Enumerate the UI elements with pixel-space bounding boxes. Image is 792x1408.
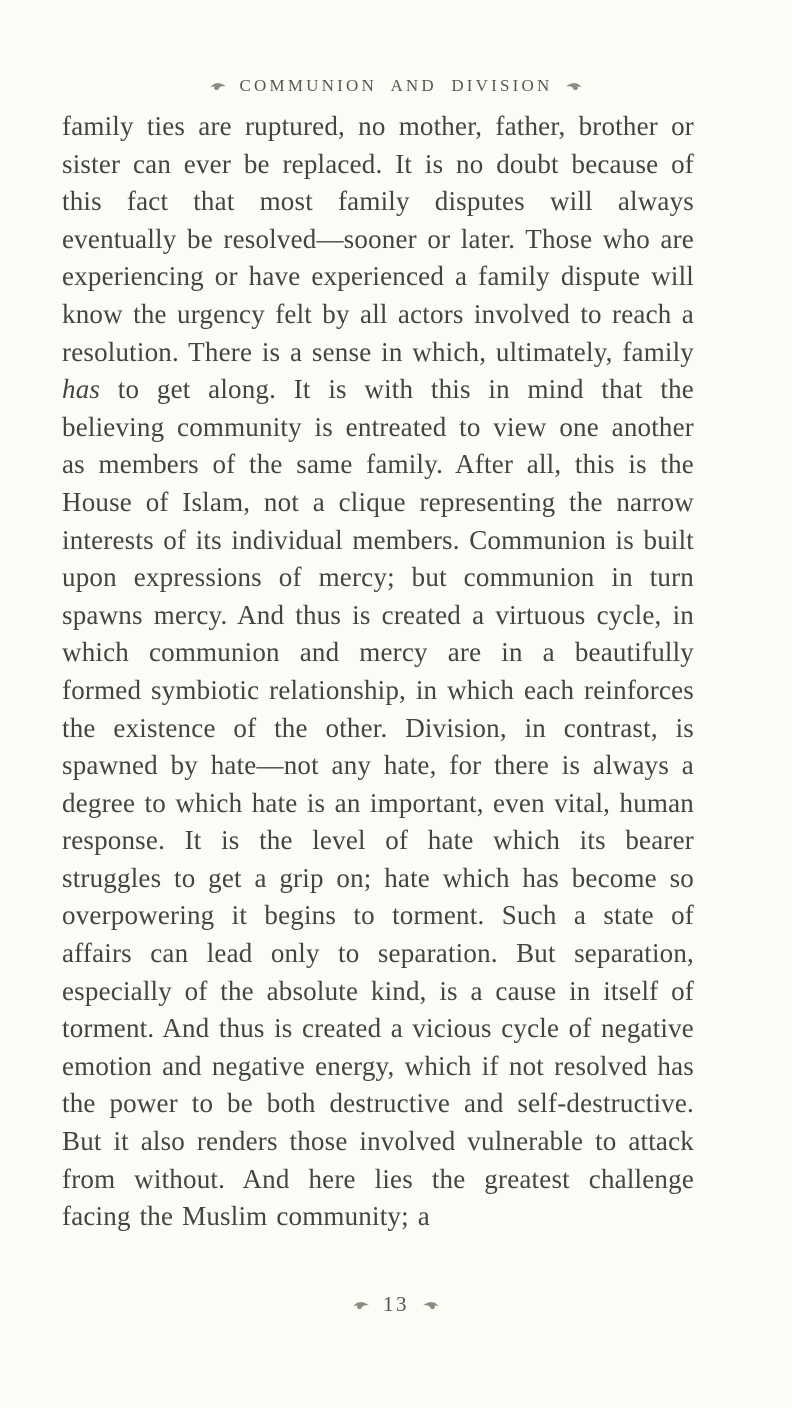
fleuron-right-icon (565, 80, 582, 92)
paragraph-text-before: family ties are ruptured, no mother, father, brother or sister can ever be replaced. It is no doubt because of this fact that most family disputes will always eventually be resolved—sooner or later. Those who are experiencing or have experienced a family dispute will know the urgency felt by all actors involved to reach a resolution. There is a sense in which, ultimately, family (62, 111, 694, 367)
paragraph-text-after: to get along. It is with this in mind that the believing community is entreated to view one another as members of the same family. After all, this is the House of Islam, not a clique representing the narrow interests of its individual members. Communion is built upon expressions of mercy; but communion in turn spawns mercy. And thus is created a virtuous cycle, in which communion and mercy are in a beautifully formed symbiotic relationship, in which each reinforces the existence of the other. Division, in contrast, is spawned by hate—not any hate, for there is always a degree to which hate is an important, even vital, human response. It is the level of hate which its bearer struggles to get a grip on; hate which has become so overpowering it begins to torment. Such a state of affairs can lead only to separation. But separation, especially of the absolute kind, is a cause in itself of torment. And thus is created a vicious cycle of negative emotion and negative energy, which if not resolved has the power to be both destructive and self-destructive. But it also renders those involved vulnerable to attack from without. And here lies the greatest challenge facing the Muslim community; a (62, 374, 694, 1232)
header-title: COMMUNION AND DIVISION (239, 76, 553, 95)
page-footer (0, 1292, 792, 1317)
paragraph (62, 108, 694, 1236)
italic-word: has (62, 374, 101, 405)
footer-fleuron-right-icon (422, 1299, 439, 1311)
body-text (62, 108, 694, 1236)
footer-fleuron-left-icon (353, 1299, 370, 1311)
fleuron-left-icon (210, 80, 227, 92)
running-header (0, 76, 792, 96)
page-number: 13 (383, 1292, 409, 1316)
